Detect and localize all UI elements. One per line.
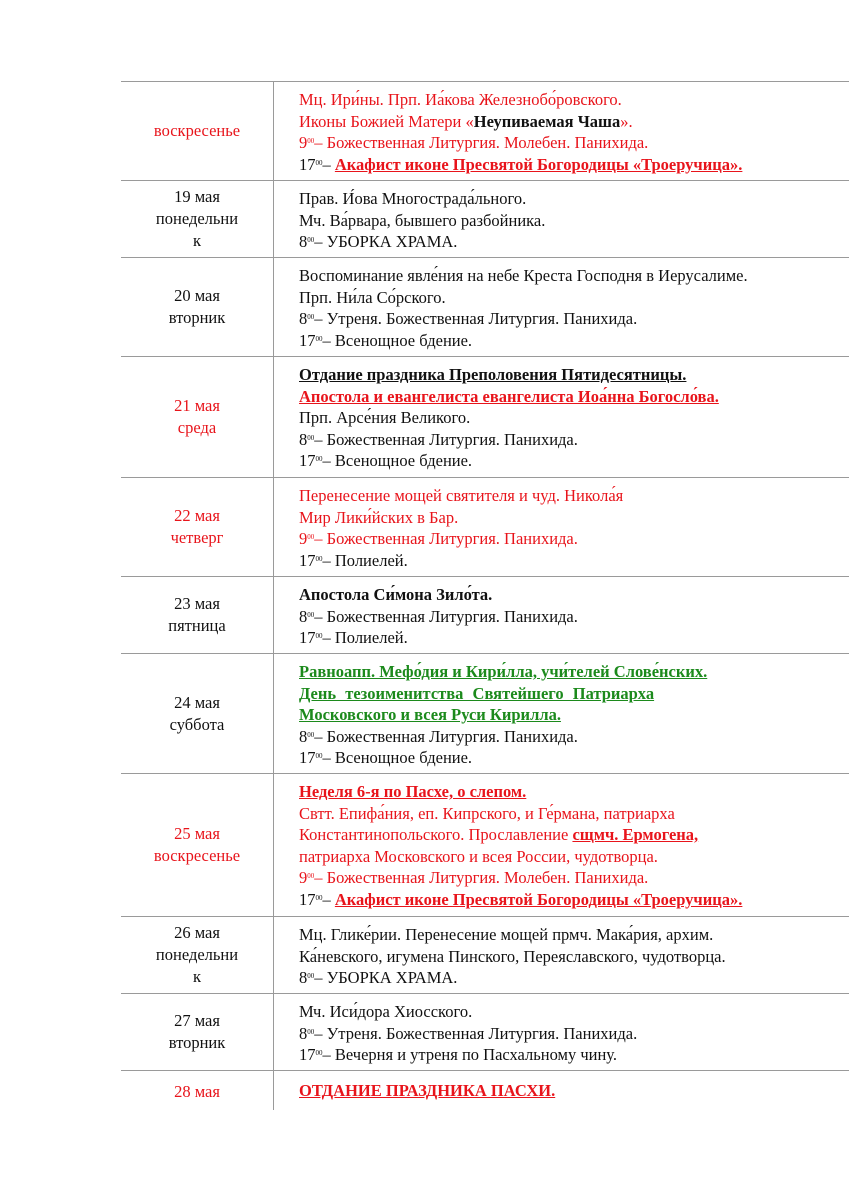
time-superscript: 00 <box>307 433 315 442</box>
description-line <box>299 528 849 550</box>
row-date <box>121 577 274 653</box>
date-line: понедельни <box>155 209 239 228</box>
text-run: 9 <box>299 133 308 152</box>
date-line: суббота <box>169 714 225 734</box>
schedule-row <box>121 81 849 180</box>
date-line: пятница <box>168 616 226 635</box>
date-line: воскресенье <box>153 846 241 865</box>
date-line: 23 мая <box>174 594 220 613</box>
text-run: Прав. И́ова Многострада́льного. <box>299 189 527 208</box>
text-run: 8 <box>299 309 308 328</box>
description-line <box>299 867 849 889</box>
row-date <box>121 181 274 257</box>
description-line <box>299 407 849 429</box>
text-run: 17 <box>299 154 316 174</box>
text-run: – Всенощное бдение. <box>322 330 473 350</box>
description-line <box>299 308 849 330</box>
time-superscript: 00 <box>307 1027 315 1036</box>
schedule-row <box>121 180 849 257</box>
description-line <box>299 606 849 628</box>
description-line <box>299 450 849 472</box>
time-superscript: 00 <box>315 1049 323 1057</box>
text-run: – Всенощное бдение. <box>322 748 473 767</box>
date-line: 24 мая <box>174 692 220 712</box>
text-run: 9 <box>299 868 308 887</box>
text-run: 8 <box>299 968 308 987</box>
text-run: – Утреня. Божественная Литургия. Панихида. <box>314 309 638 328</box>
row-description <box>274 917 849 993</box>
description-line <box>299 946 849 968</box>
row-description <box>274 258 849 356</box>
text-run: 17 <box>299 451 316 470</box>
description-line <box>299 265 849 287</box>
text-run: – УБОРКА ХРАМА. <box>314 968 458 987</box>
text-run: – Утреня. Божественная Литургия. Панихида. <box>314 1023 638 1043</box>
text-run: – Божественная Литургия. Молебен. Панихида. <box>314 133 649 152</box>
description-line <box>299 132 849 154</box>
text-run: патриарха Московского и всея России, чудотворца. <box>299 846 658 866</box>
description-line <box>299 803 849 825</box>
time-superscript: 00 <box>307 236 315 244</box>
time-superscript: 00 <box>307 610 315 619</box>
text-run: 17 <box>299 330 316 350</box>
text-run: – Полиелей. <box>322 550 408 570</box>
text-run: День тезоименитства Святейшего Патриарха <box>299 683 655 703</box>
text-run: – Божественная Литургия. Панихида. <box>314 429 578 449</box>
date-line: 26 мая <box>174 923 220 942</box>
text-run: ОТДАНИЕ ПРАЗДНИКА ПАСХИ. <box>299 1081 556 1100</box>
text-run: – Божественная Литургия. Молебен. Панихида. <box>314 868 649 887</box>
date-line: четверг <box>170 528 224 547</box>
text-run: Мц. Ири́ны. Прп. Иа́кова Железнобо́ровского. <box>299 90 622 109</box>
row-description <box>274 82 849 180</box>
description-line <box>299 824 849 846</box>
text-run: – Божественная Литургия. Панихида. <box>314 606 578 626</box>
text-run: ». <box>620 111 633 131</box>
description-line <box>299 485 849 507</box>
row-description <box>274 478 849 576</box>
row-date <box>121 82 274 180</box>
text-run: Отдание праздника Преполовения Пятидесятницы. <box>299 365 687 384</box>
row-date <box>121 654 274 773</box>
schedule-row <box>121 257 849 356</box>
description-line <box>299 210 849 232</box>
schedule-row <box>121 993 849 1070</box>
text-run: 8 <box>299 429 308 449</box>
schedule-row <box>121 356 849 477</box>
description-line <box>299 386 849 408</box>
text-run: Равноапп. Мефо́дия и Кири́лла, учи́телей Слове́нских. <box>299 662 708 681</box>
description-line <box>299 89 849 111</box>
description-line <box>299 747 849 769</box>
text-run: Мц. Глике́рии. Перенесение мощей прмч. Мака́рия, архим. <box>299 925 714 944</box>
row-description <box>274 1071 849 1110</box>
description-line <box>299 429 849 451</box>
text-run: Мч. Ва́рвара, бывшего разбойника. <box>299 210 546 230</box>
description-line <box>299 627 849 649</box>
time-superscript: 00 <box>315 632 323 640</box>
text-run: Иконы Божией Матери « <box>299 111 474 131</box>
row-description <box>274 181 849 257</box>
time-superscript: 00 <box>315 158 323 167</box>
schedule-row <box>121 1070 849 1110</box>
date-line: 21 мая <box>174 396 220 415</box>
time-superscript: 00 <box>307 730 315 739</box>
schedule-table <box>121 81 849 1110</box>
text-run: 17 <box>299 889 316 909</box>
description-line <box>299 111 849 133</box>
description-line <box>299 1044 849 1066</box>
description-line <box>299 704 849 726</box>
description-line <box>299 924 849 946</box>
row-date <box>121 774 274 916</box>
text-run: – Полиелей. <box>322 628 408 647</box>
text-run: Мч. Иси́дора Хиосского. <box>299 1002 473 1021</box>
row-date <box>121 994 274 1070</box>
schedule-row <box>121 653 849 773</box>
text-run: 8 <box>299 1023 308 1043</box>
description-line <box>299 846 849 868</box>
text-run: Мир Лики́йских в Бар. <box>299 507 459 527</box>
description-line <box>299 661 849 683</box>
text-run: 9 <box>299 529 308 548</box>
text-run: 17 <box>299 748 316 767</box>
text-run: Прп. Ни́ла Со́рского. <box>299 287 446 307</box>
description-line <box>299 364 849 386</box>
text-run: Перенесение мощей святителя и чуд. Никола́я <box>299 486 624 505</box>
text-run: – <box>322 889 335 909</box>
date-line: понедельни <box>155 945 239 964</box>
description-line <box>299 507 849 529</box>
row-description <box>274 774 849 916</box>
time-superscript: 00 <box>315 554 323 563</box>
text-run: 8 <box>299 232 308 251</box>
row-description <box>274 994 849 1070</box>
date-line: 27 мая <box>174 1011 220 1030</box>
text-run: Московского и всея Руси Кирилла. <box>299 705 561 724</box>
description-line <box>299 154 849 176</box>
text-run: Воспоминание явле́ния на небе Креста Господня в Иерусалиме. <box>299 266 748 285</box>
text-run: 8 <box>299 606 308 626</box>
text-run: 8 <box>299 726 308 746</box>
time-superscript: 00 <box>315 752 323 760</box>
text-run: – <box>322 154 335 174</box>
date-line: 25 мая <box>174 824 220 843</box>
date-line: 28 мая <box>174 1082 220 1101</box>
date-line: 22 мая <box>174 506 220 525</box>
time-superscript: 00 <box>307 137 315 145</box>
schedule-row <box>121 773 849 916</box>
description-line <box>299 683 849 705</box>
time-superscript: 00 <box>315 893 323 902</box>
schedule-row <box>121 576 849 653</box>
date-line: среда <box>177 418 217 437</box>
description-line <box>299 726 849 748</box>
description-line <box>299 967 849 989</box>
description-line <box>299 584 849 606</box>
row-date <box>121 478 274 576</box>
description-line <box>299 550 849 572</box>
schedule-row <box>121 916 849 993</box>
date-line: 19 мая <box>174 187 220 206</box>
time-superscript: 00 <box>307 872 315 880</box>
row-description <box>274 357 849 477</box>
description-line <box>299 1001 849 1023</box>
text-run: Неупиваемая Чаша <box>473 111 621 131</box>
text-run: Акафист иконе Пресвятой Богородицы «Троеручица». <box>334 154 743 174</box>
text-run: сщмч. Ермогена, <box>572 825 699 844</box>
text-run: Ка́невского, игумена Пинского, Переяславского, чудотворца. <box>299 946 726 966</box>
text-run: – Вечерня и утреня по Пасхальному чину. <box>322 1045 618 1064</box>
time-superscript: 00 <box>307 313 315 321</box>
date-line: к <box>192 967 202 986</box>
row-date <box>121 258 274 356</box>
row-date <box>121 917 274 993</box>
time-superscript: 00 <box>307 533 315 541</box>
date-line: вторник <box>168 308 226 327</box>
text-run: 17 <box>299 628 316 647</box>
text-run: – УБОРКА ХРАМА. <box>314 232 458 251</box>
description-line <box>299 1080 849 1102</box>
row-date <box>121 357 274 477</box>
text-run: – Божественная Литургия. Панихида. <box>314 529 578 548</box>
time-superscript: 00 <box>315 334 323 343</box>
description-line <box>299 1023 849 1045</box>
description-line <box>299 330 849 352</box>
text-run: – Божественная Литургия. Панихида. <box>314 726 578 746</box>
date-line: воскресенье <box>153 121 241 140</box>
text-run: Прп. Арсе́ния Великого. <box>299 408 471 427</box>
description-line <box>299 287 849 309</box>
row-description <box>274 654 849 773</box>
row-description <box>274 577 849 653</box>
row-date <box>121 1071 274 1110</box>
text-run: Неделя 6-я по Пасхе, о слепом. <box>299 782 527 801</box>
text-run: 17 <box>299 1045 316 1064</box>
text-run: 17 <box>299 550 316 570</box>
text-run: Свтт. Епифа́ния, еп. Кипрского, и Ге́рмана, патриарха <box>299 803 675 823</box>
description-line <box>299 781 849 803</box>
date-line: вторник <box>168 1033 226 1052</box>
text-run: Акафист иконе Пресвятой Богородицы «Троеручица». <box>334 889 743 909</box>
description-line <box>299 889 849 911</box>
time-superscript: 00 <box>315 455 323 463</box>
text-run: – Всенощное бдение. <box>322 451 473 470</box>
text-run: Апостола Си́мона Зило́та. <box>299 585 493 604</box>
description-line <box>299 188 849 210</box>
time-superscript: 00 <box>307 972 315 980</box>
text-run: Апостола и евангелиста евангелиста Иоа́нна Богосло́ва. <box>299 386 719 406</box>
schedule-row <box>121 477 849 576</box>
description-line <box>299 231 849 253</box>
date-line: 20 мая <box>174 286 220 305</box>
text-run: Константинопольского. Прославление <box>299 825 573 844</box>
date-line: к <box>192 231 202 250</box>
